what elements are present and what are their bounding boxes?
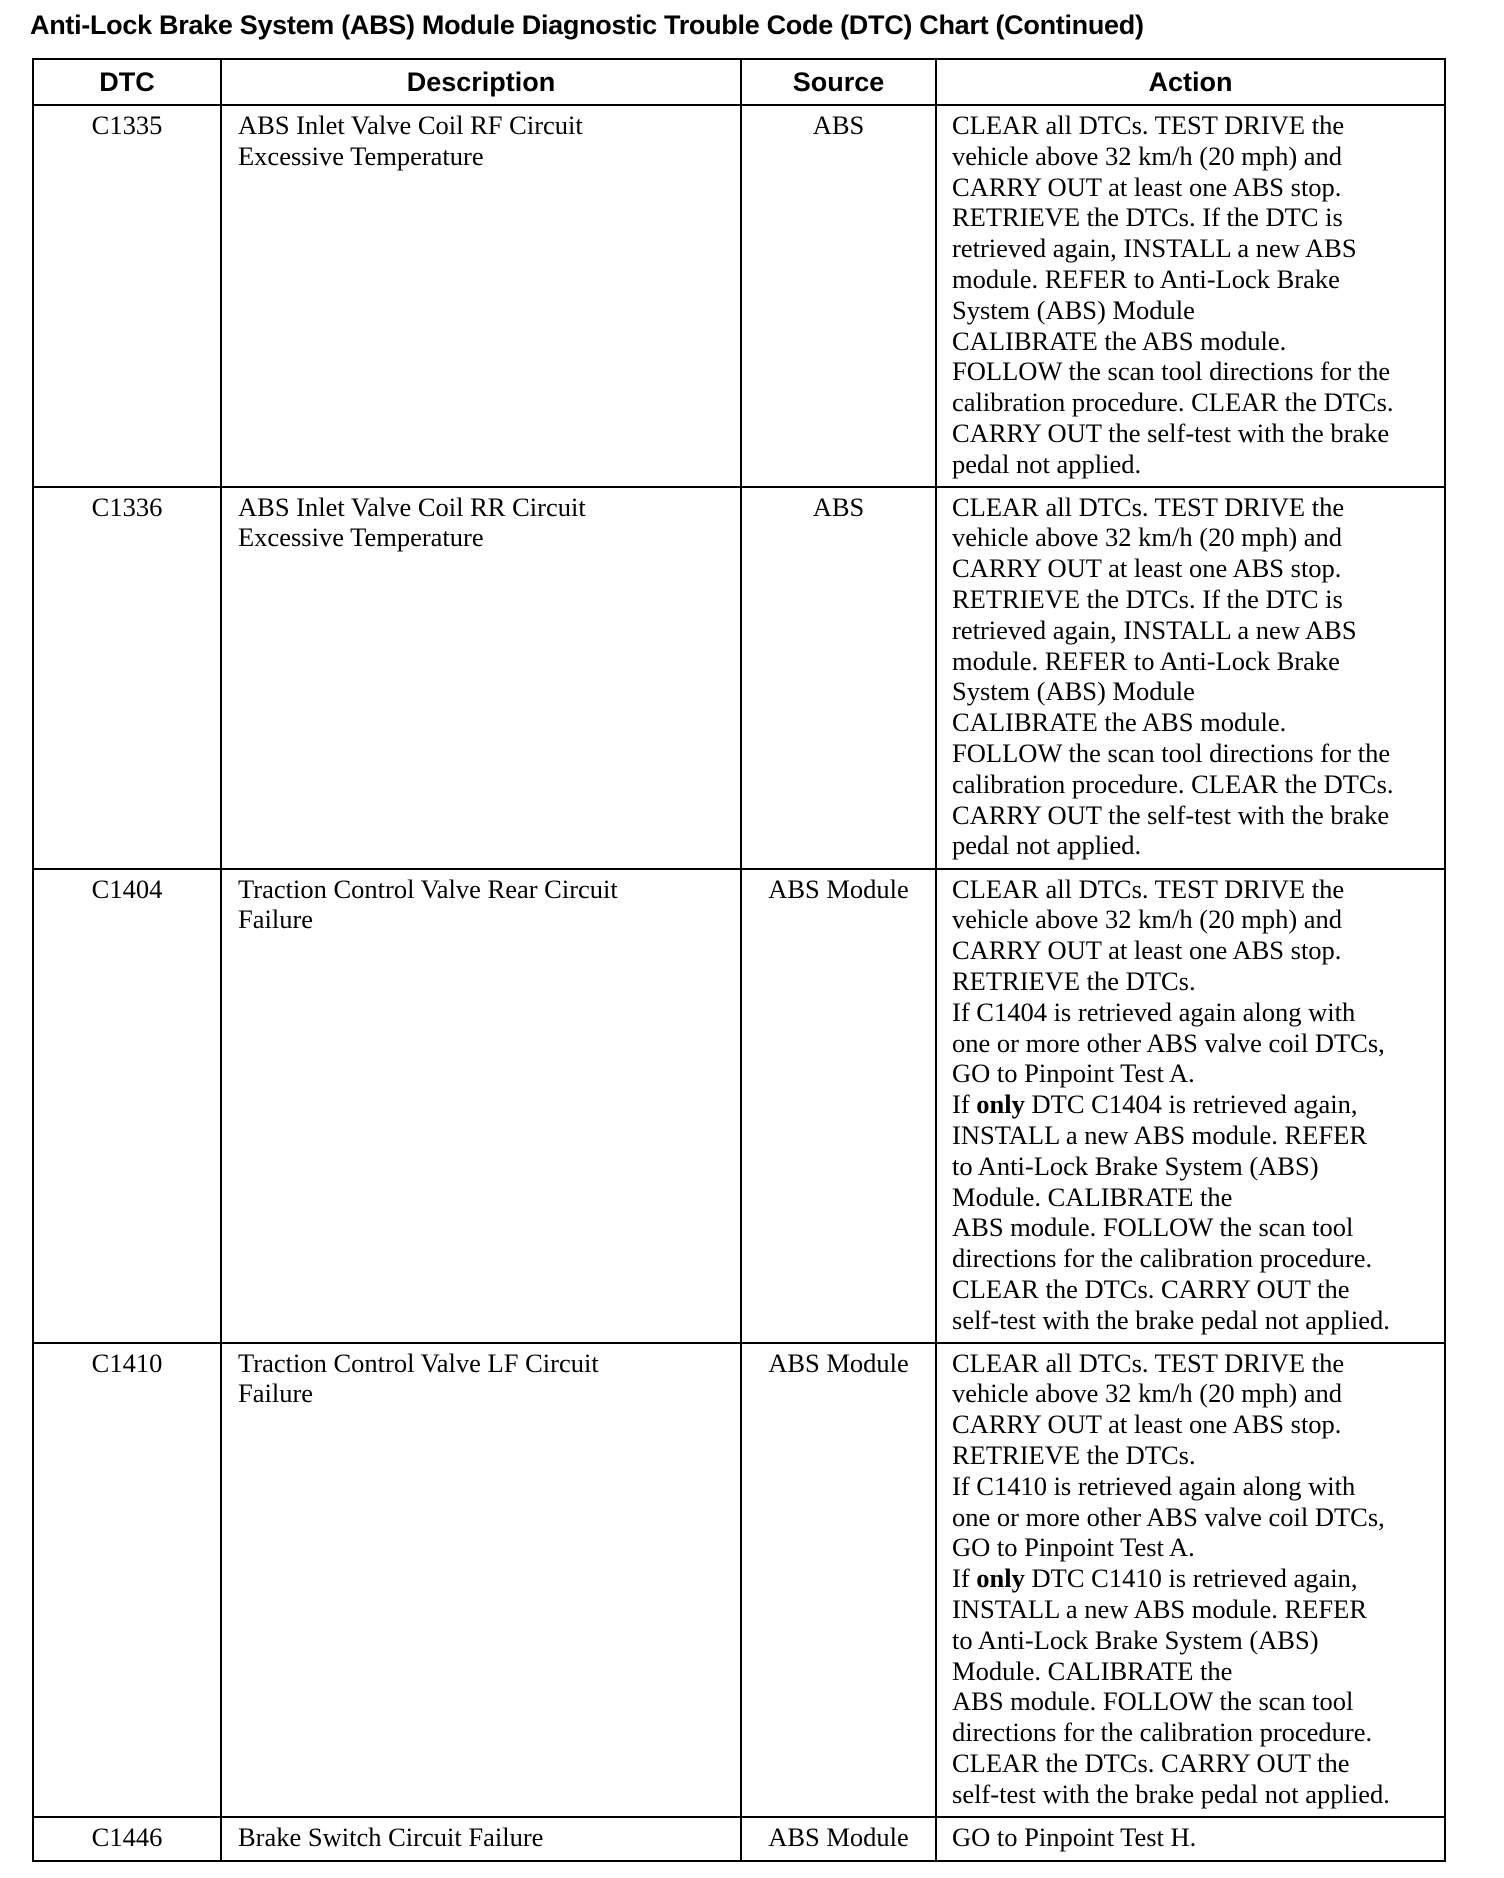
header-description: Description [221,59,741,105]
dtc-source: ABS Module [741,869,936,1343]
dtc-source: ABS Module [741,1817,936,1861]
dtc-description: ABS Inlet Valve Coil RF Circuit Excessive Temperature [221,105,741,487]
dtc-source: ABS [741,487,936,869]
action-text: CLEAR all DTCs. TEST DRIVE the vehicle above 32 km/h (20 mph) and CARRY OUT at least one ABS stop. RETRIEVE the DTCs. If C1410 is retrieved again along with one or more other ABS valve coil DTCs, GO to Pinpoint Test A. If [952,1347,1385,1594]
dtc-source: ABS [741,105,936,487]
dtc-action [936,1343,1445,1817]
dtc-description: Traction Control Valve Rear Circuit Failure [221,869,741,1343]
dtc-description: Traction Control Valve LF Circuit Failure [221,1343,741,1817]
dtc-code: C1404 [33,869,221,1343]
dtc-code: C1335 [33,105,221,487]
action-text-continued: DTC C1404 is retrieved again, INSTALL a new ABS module. REFER to Anti-Lock Brake System (ABS) Module. CALIBRATE the ABS module. FOLLOW the scan tool directions for the calibration procedure. CLEAR the DTCs. CARRY OUT the self-test with the brake pedal not applied. [952,1089,1390,1335]
action-text: CLEAR all DTCs. TEST DRIVE the vehicle above 32 km/h (20 mph) and CARRY OUT at least one ABS stop. RETRIEVE the DTCs. If the DTC is retrieved again, INSTALL a new ABS module. REFER to Anti-Lock Brake System (ABS) Module CALIBRATE the ABS module. FOLLOW the scan tool directions for the calibration procedure. CLEAR the DTCs. CARRY OUT the self-test with the brake pedal not applied. [952,110,1394,479]
dtc-action [936,1817,1445,1861]
table-row [33,105,1445,487]
table-row [33,1343,1445,1817]
table-row [33,869,1445,1343]
table-row [33,1817,1445,1861]
dtc-source: ABS Module [741,1343,936,1817]
dtc-action [936,869,1445,1343]
dtc-description: ABS Inlet Valve Coil RR Circuit Excessive Temperature [221,487,741,869]
header-action: Action [936,59,1445,105]
dtc-description: Brake Switch Circuit Failure [221,1817,741,1861]
header-dtc: DTC [33,59,221,105]
action-emphasis: only [976,1563,1025,1594]
action-text-continued: DTC C1410 is retrieved again, INSTALL a new ABS module. REFER to Anti-Lock Brake System (ABS) Module. CALIBRATE the ABS module. FOLLOW the scan tool directions for the calibration procedure. CLEAR the DTCs. CARRY OUT the self-test with the brake pedal not applied. [952,1563,1390,1809]
dtc-code: C1336 [33,487,221,869]
action-emphasis: only [976,1089,1025,1120]
table-row [33,487,1445,869]
dtc-action [936,105,1445,487]
action-text: CLEAR all DTCs. TEST DRIVE the vehicle above 32 km/h (20 mph) and CARRY OUT at least one ABS stop. RETRIEVE the DTCs. If the DTC is retrieved again, INSTALL a new ABS module. REFER to Anti-Lock Brake System (ABS) Module CALIBRATE the ABS module. FOLLOW the scan tool directions for the calibration procedure. CLEAR the DTCs. CARRY OUT the self-test with the brake pedal not applied. [952,491,1394,861]
table-header-row [33,59,1445,105]
dtc-chart-table [32,58,1446,1862]
action-text: CLEAR all DTCs. TEST DRIVE the vehicle above 32 km/h (20 mph) and CARRY OUT at least one ABS stop. RETRIEVE the DTCs. If C1404 is retrieved again along with one or more other ABS valve coil DTCs, GO to Pinpoint Test A. If [952,873,1385,1120]
header-source: Source [741,59,936,105]
dtc-action [936,487,1445,869]
action-text: GO to Pinpoint Test H. [952,1821,1197,1852]
page-title: Anti-Lock Brake System (ABS) Module Diagnostic Trouble Code (DTC) Chart (Continued) [30,10,1144,40]
dtc-code: C1410 [33,1343,221,1817]
dtc-code: C1446 [33,1817,221,1861]
